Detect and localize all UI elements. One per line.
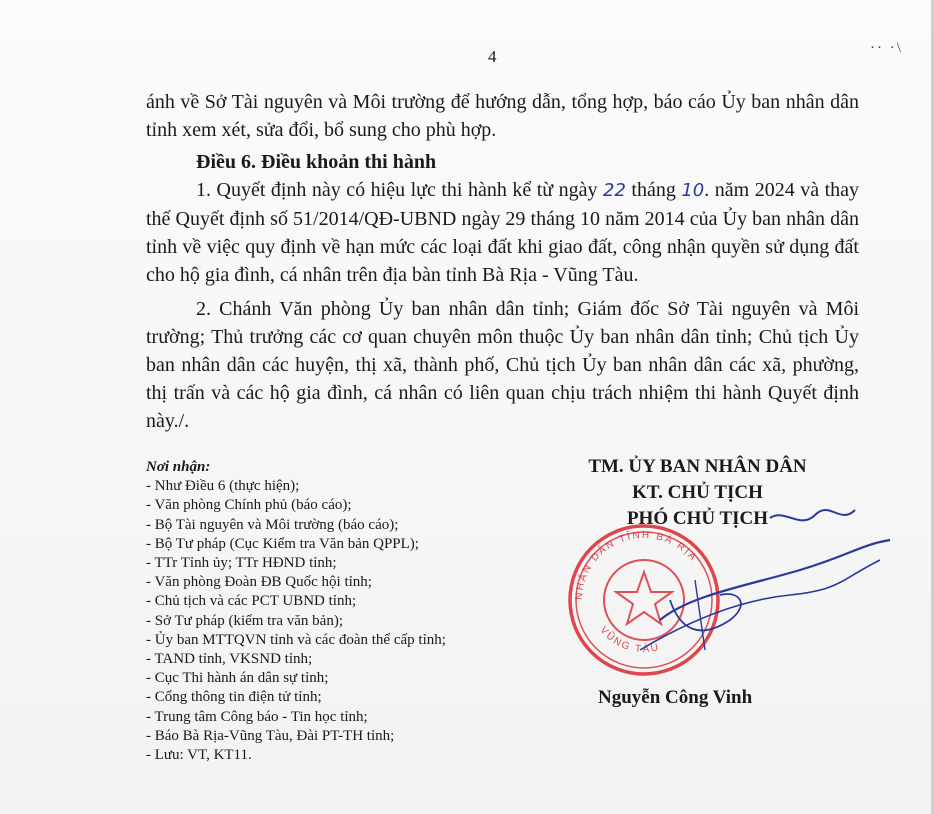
clause-1 xyxy=(146,176,859,289)
intro-paragraph: ánh về Sở Tài nguyên và Môi trường để hướng dẫn, tổng hợp, báo cáo Ủy ban nhân dân tỉnh xem xét, sửa đổi, bổ sung cho phù hợp. xyxy=(146,91,859,141)
corner-mark: ·· ·\ xyxy=(870,40,903,56)
handwritten-month: 10 xyxy=(681,180,705,201)
recipients-label: Nơi nhận: xyxy=(146,459,211,475)
list-item: - Trung tâm Công báo - Tin học tỉnh; xyxy=(146,708,368,725)
list-item: - Sở Tư pháp (kiểm tra văn bản); xyxy=(146,612,343,629)
clause-1-pre: 1. Quyết định này có hiệu lực thi hành kể từ ngày xyxy=(196,179,604,201)
recipients-list xyxy=(146,477,566,765)
clause-1-post: . năm 2024 và thay thế Quyết định số 51/2014/QĐ-UBND ngày 29 tháng 10 năm 2014 của Ủy ban nhân dân tỉnh về việc quy định về hạn mức các loại đất khi giao đất, công nhận quyền sử dụng đất cho hộ gia đình, cá nhân trên địa bàn tỉnh Bà Rịa - Vũng Tàu. xyxy=(146,179,859,286)
list-item: - Cổng thông tin điện tử tỉnh; xyxy=(146,689,322,706)
handwritten-signature xyxy=(597,500,900,670)
list-item: - TAND tỉnh, VKSND tỉnh; xyxy=(146,651,313,668)
list-item: - Ủy ban MTTQVN tỉnh và các đoàn thể cấp tỉnh; xyxy=(146,631,446,648)
list-item: - Văn phòng Đoàn ĐB Quốc hội tỉnh; xyxy=(146,574,372,591)
list-item: - Lưu: VT, KT11. xyxy=(146,747,252,764)
list-item: - Bộ Tài nguyên và Môi trường (báo cáo); xyxy=(146,516,399,533)
signer-org: TM. ỦY BAN NHÂN DÂN xyxy=(588,456,807,477)
page-number: 4 xyxy=(488,47,497,66)
list-item: - Chủ tịch và các PCT UBND tỉnh; xyxy=(146,593,357,610)
clause-2: 2. Chánh Văn phòng Ủy ban nhân dân tỉnh; Giám đốc Sở Tài nguyên và Môi trường; Thủ trưởng các cơ quan chuyên môn thuộc Ủy ban nhân dân tỉnh; Chủ tịch Ủy ban nhân dân các huyện, thị xã, thành phố, Chủ tịch Ủy ban nhân dân các xã, phường, thị trấn và các hộ gia đình, cá nhân có liên quan chịu trách nhiệm thi hành Quyết định này./. xyxy=(146,298,859,432)
recipients-block xyxy=(146,458,566,765)
signer-role-1: KT. CHỦ TỊCH xyxy=(632,482,763,503)
list-item: - Bộ Tư pháp (Cục Kiểm tra Văn bản QPPL); xyxy=(146,535,419,552)
list-item: - Văn phòng Chính phủ (báo cáo); xyxy=(146,497,352,514)
list-item: - Cục Thi hành án dân sự tỉnh; xyxy=(146,670,329,687)
list-item: - Báo Bà Rịa-Vũng Tàu, Đài PT-TH tỉnh; xyxy=(146,727,395,744)
document-body xyxy=(146,88,859,435)
clause-1-mid: tháng xyxy=(625,179,682,201)
signer-name: Nguyễn Công Vinh xyxy=(598,687,753,708)
signer-role-2: PHÓ CHỦ TỊCH xyxy=(626,508,769,529)
list-item: - TTr Tỉnh ủy; TTr HĐND tỉnh; xyxy=(146,555,337,572)
stamp-text-top: NHÂN DÂN TỈNH BÀ RỊA xyxy=(573,529,700,601)
article-heading: Điều 6. Điều khoản thi hành xyxy=(196,151,437,173)
handwritten-day: 22 xyxy=(603,180,626,201)
stamp-text-bottom: VŨNG TÀU xyxy=(597,624,662,656)
list-item: - Như Điều 6 (thực hiện); xyxy=(146,478,300,495)
